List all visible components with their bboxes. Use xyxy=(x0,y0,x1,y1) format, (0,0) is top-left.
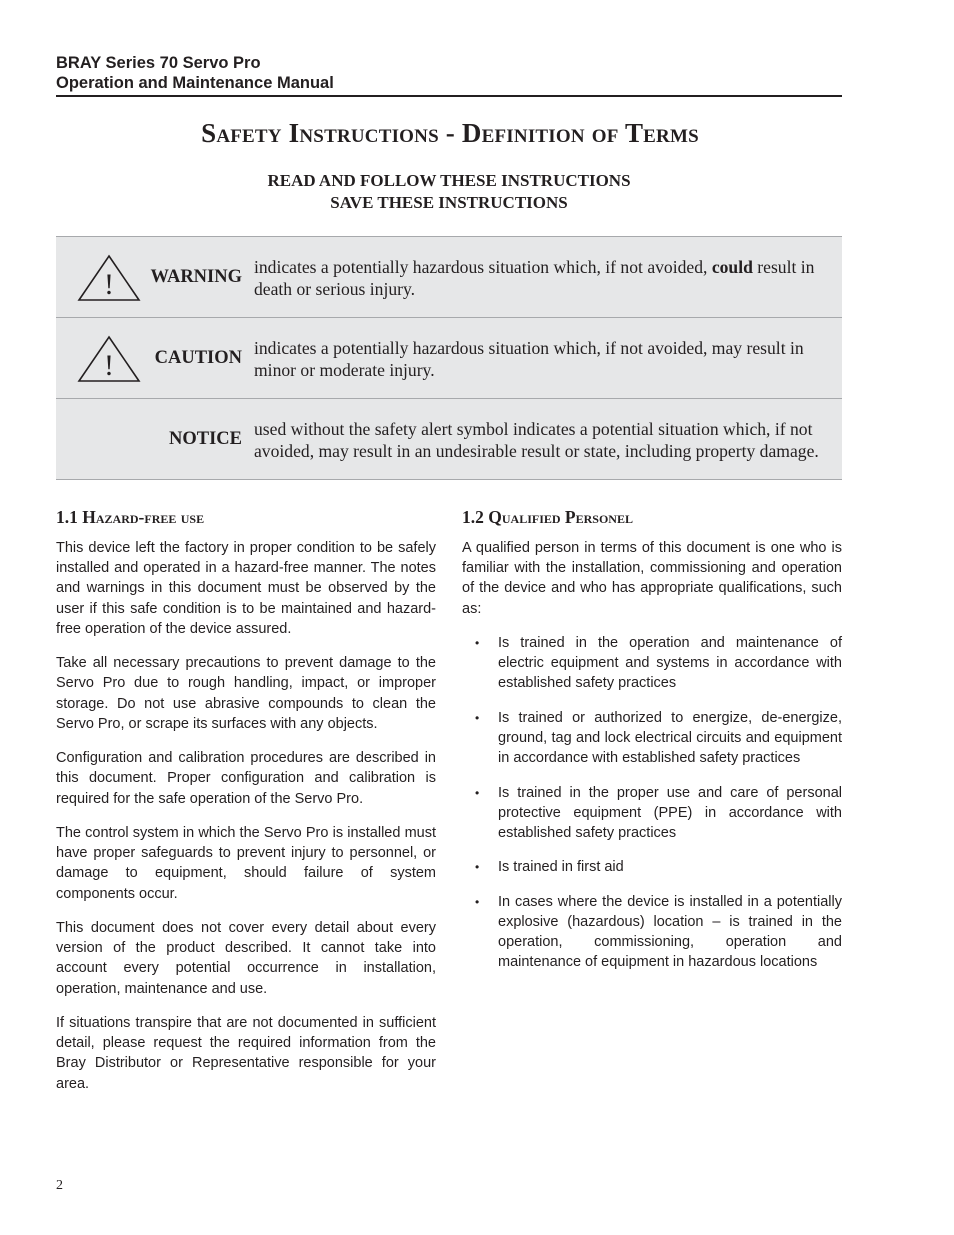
definitions-table xyxy=(56,236,842,480)
definition-term: NOTICE xyxy=(169,429,242,449)
definition-text: indicates a potentially hazardous situation which, if not avoided, may result in minor or moderate injury. xyxy=(254,338,804,380)
svg-text:!: ! xyxy=(104,349,114,382)
warning-triangle-icon xyxy=(76,253,142,303)
paragraph: If situations transpire that are not documented in sufficient detail, please request the required information from the Bray Distributor or Representative responsible for your area. xyxy=(56,1015,436,1092)
bullet-icon: • xyxy=(475,894,480,909)
page-number: 2 xyxy=(56,1178,63,1193)
bullet-icon: • xyxy=(475,860,480,875)
svg-text:!: ! xyxy=(104,268,114,301)
page-title: Safety Instructions - Definition of Terms xyxy=(201,118,699,148)
definition-text: indicates a potentially hazardous situation which, if not avoided, could result in death or serious injury. xyxy=(254,257,815,299)
qualification-list xyxy=(462,633,842,973)
header-product-line: BRAY Series 70 Servo Pro xyxy=(56,54,261,72)
list-item: • Is trained in the operation and maintenance of electric equipment and systems in accordance with established safety practices xyxy=(475,635,842,692)
list-item: • Is trained in the proper use and care of personal protective equipment (PPE) in accordance with established safety practices xyxy=(475,784,842,841)
subtitle-save: SAVE THESE INSTRUCTIONS xyxy=(330,193,568,212)
section-hazard-free-use xyxy=(56,505,436,1108)
paragraph: This document does not cover every detail about every version of the product described. It cannot take into account every potential occurrence in installation, operation, maintenance and use. xyxy=(56,920,436,997)
definition-row-caution xyxy=(56,318,842,399)
list-item: • In cases where the device is installed in a potentially explosive (hazardous) location – is trained in the operation, commissioning, operation and maintenance of equipment in hazardous locations xyxy=(475,893,842,971)
list-item: • Is trained or authorized to energize, de-energize, ground, tag and lock electrical circuits and equipment in accordance with established safety practices xyxy=(475,709,842,767)
list-item: • Is trained in first aid xyxy=(462,857,842,877)
definition-row-warning xyxy=(56,237,842,318)
subtitle-read-follow: READ AND FOLLOW THESE INSTRUCTIONS xyxy=(267,171,631,190)
paragraph: A qualified person in terms of this document is one who is familiar with the installation, commissioning and operation of the device and who has appropriate qualifications, such as: xyxy=(462,540,842,617)
document-header xyxy=(56,53,842,97)
definition-term: CAUTION xyxy=(154,348,242,368)
section-heading: 1.1 Hazard-free use xyxy=(56,507,205,527)
paragraph: Take all necessary precautions to prevent damage to the Servo Pro due to rough handling, impact, or improper storage. Do not use abrasive compounds to clean the Servo Pro, or scrape its surfaces with any objects. xyxy=(56,655,436,732)
header-manual-title: Operation and Maintenance Manual xyxy=(56,74,334,92)
definition-term: WARNING xyxy=(150,267,242,287)
definition-text: used without the safety alert symbol indicates a potential situation which, if not avoided, may result in an undesirable result or state, including property damage. xyxy=(254,419,819,461)
bullet-icon: • xyxy=(475,710,480,725)
paragraph: This device left the factory in proper condition to be safely installed and operated in a hazard-free manner. The notes and warnings in this document must be observed by the user if this safe condition is to be maintained and hazard-free operation of the device assured. xyxy=(56,540,436,637)
warning-triangle-icon xyxy=(76,334,142,384)
definition-row-notice xyxy=(56,399,842,480)
section-qualified-personel xyxy=(462,505,842,987)
definition-emphasis: could xyxy=(711,257,753,277)
bullet-icon: • xyxy=(475,636,480,650)
section-heading: 1.2 Qualified Personel xyxy=(462,507,633,527)
bullet-icon: • xyxy=(475,785,480,800)
paragraph: Configuration and calibration procedures are described in this document. Proper configuration and calibration is required for the safe operation of the Servo Pro. xyxy=(56,750,436,807)
paragraph: The control system in which the Servo Pro is installed must have proper safeguards to prevent injury to personnel, or damage to equipment, should failure of system components occur. xyxy=(56,825,436,902)
